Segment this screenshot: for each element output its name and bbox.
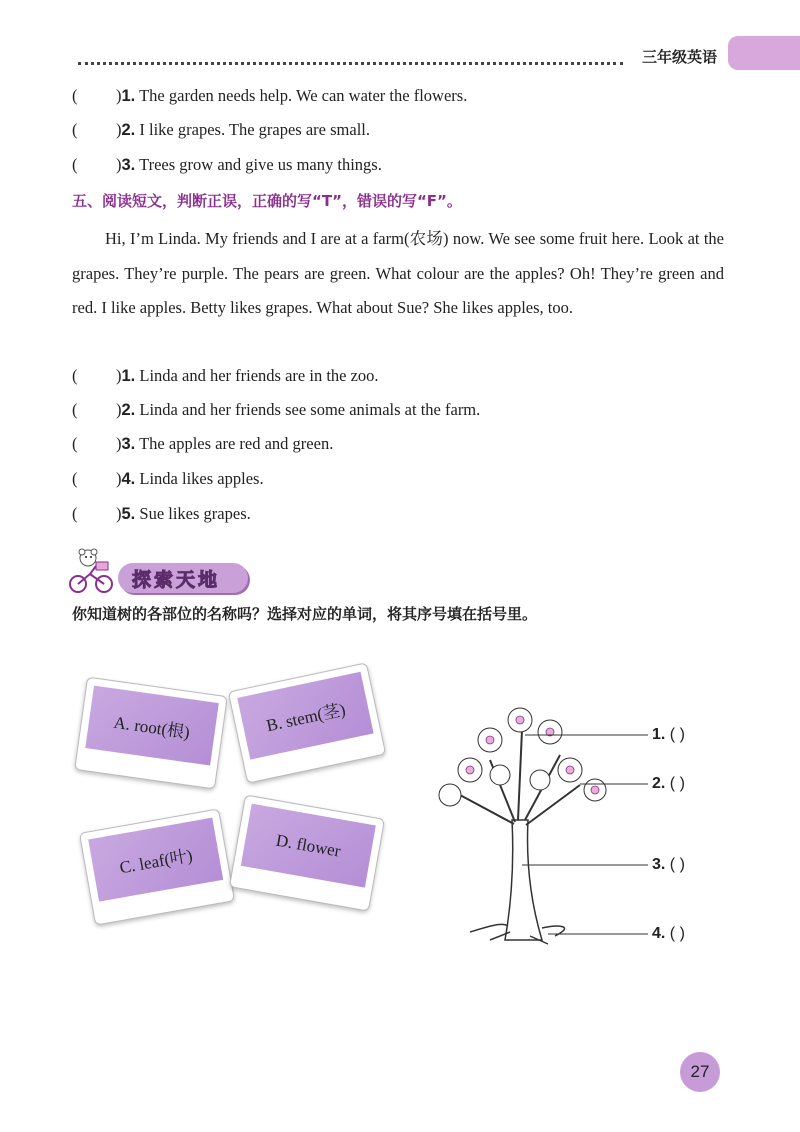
word-card-leaf (79, 808, 235, 925)
tree-label-1: 1. ( ) (652, 726, 685, 743)
section-title: 五、阅读短文，判断正误，正确的写“T”，错误的写“F”。 (72, 192, 462, 210)
question-row: ( )1. Linda and her friends are in the zoo. (72, 366, 379, 385)
tree-illustration (430, 700, 650, 950)
question-row: ( )2. Linda and her friends see some animals at the farm. (72, 400, 481, 419)
explore-title: 探索天地 (132, 569, 221, 591)
card-label: C. leaf(叶) (88, 818, 223, 902)
word-card-root (74, 677, 228, 790)
tree-label-4: 4. ( ) (652, 925, 685, 942)
tree-label-2: 2. ( ) (652, 775, 685, 792)
header-label: 三年级英语 (642, 48, 718, 66)
page-number: 27 (680, 1052, 720, 1092)
tree-label-3: 3. ( ) (652, 856, 685, 873)
question-row: ( )1. The garden needs help. We can water the flowers. (72, 86, 468, 105)
bear-bike-icon (66, 548, 116, 594)
card-label: A. root(根) (85, 686, 219, 766)
question-row: ( )5. Sue likes grapes. (72, 504, 251, 523)
question-row: ( )3. Trees grow and give us many things. (72, 155, 382, 174)
explore-instruction: 你知道树的各部位的名称吗？选择对应的单词，将其序号填在括号里。 (72, 605, 538, 623)
header-tab (728, 36, 800, 70)
word-card-flower (229, 794, 385, 911)
word-card-stem (228, 662, 386, 783)
question-row: ( )3. The apples are red and green. (72, 434, 334, 453)
card-label: D. flower (241, 804, 376, 888)
card-label: B. stem(茎) (237, 672, 373, 760)
header-dotted-rule (78, 62, 623, 65)
question-row: ( )2. I like grapes. The grapes are small. (72, 120, 370, 139)
question-row: ( )4. Linda likes apples. (72, 469, 264, 488)
reading-passage: Hi, I’m Linda. My friends and I are at a farm(农场) now. We see some fruit here. Look at the grapes. They’re purple. The pears are green. What colour are the apples? Oh! They’re green and red. I like apples. Betty likes grapes. What about Sue? She likes apples, too. (72, 229, 724, 317)
